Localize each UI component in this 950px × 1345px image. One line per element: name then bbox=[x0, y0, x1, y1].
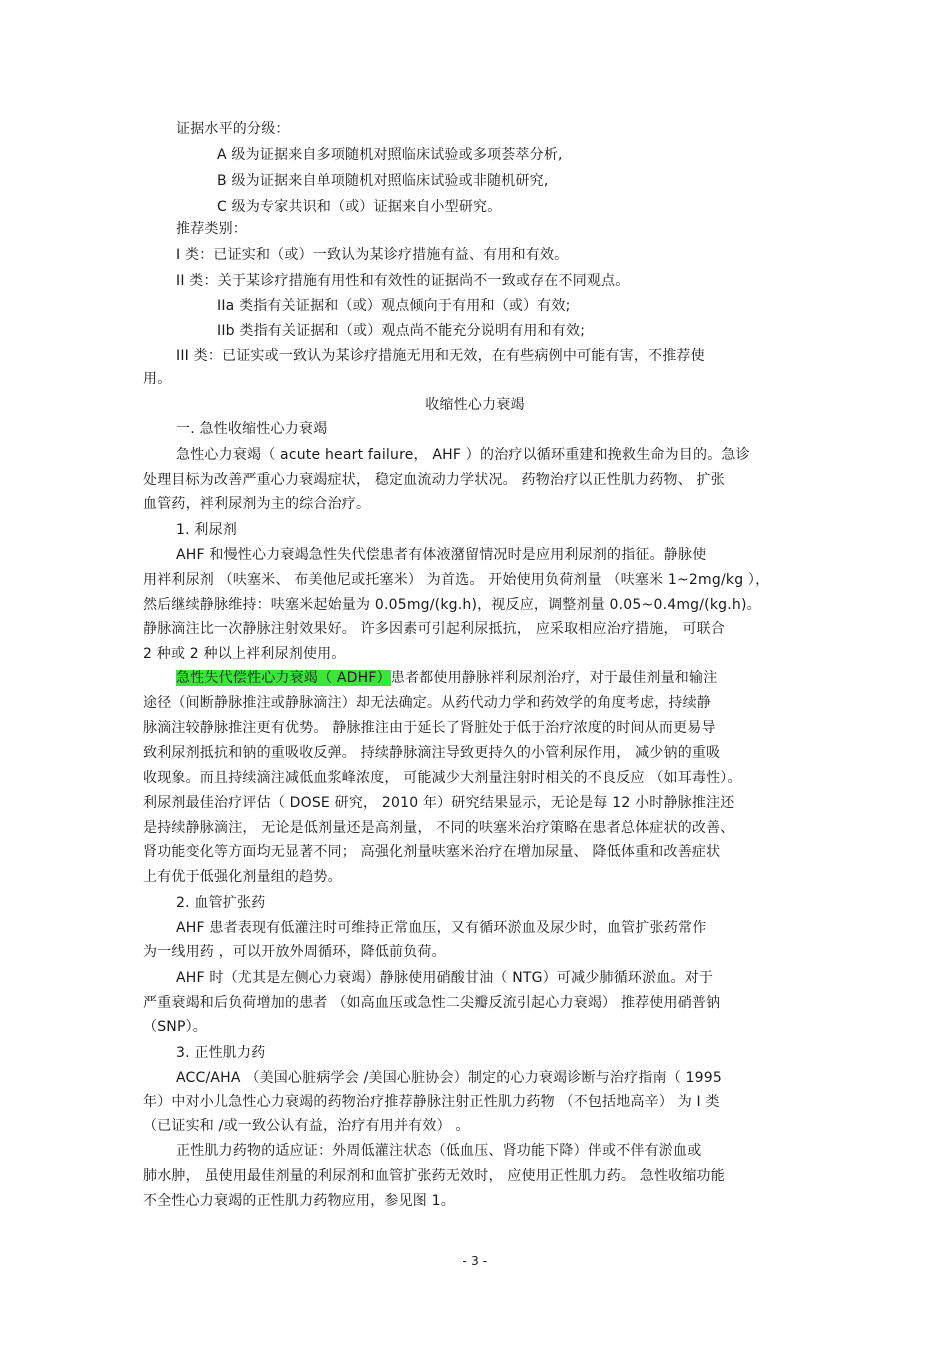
evidence-level-c: C 级为专家共识和（或）证据来自小型研究。 bbox=[217, 199, 502, 215]
diuretic-p2-line: 致利尿剂抵抗和钠的重吸收反弹。 持续静脉滴注导致更持久的小管利尿作用， 减少钠的重吸 bbox=[143, 745, 721, 761]
intro-line-2: 处理目标为改善严重心力衰竭症状， 稳定血流动力学状况。 药物治疗以正性肌力药物、 扩张 bbox=[143, 472, 725, 488]
vasodilator-p1-line: AHF 患者表现有低灌注时可维持正常血压，又有循环淤血及尿少时，血管扩张药常作 bbox=[176, 920, 707, 936]
diuretic-p2-line: 脉滴注较静脉推注更有优势。 静脉推注由于延长了肾脏处于低于治疗浓度的时间从而更易导 bbox=[143, 720, 716, 736]
intro-line-1: 急性心力衰竭（ acute heart failure， AHF ）的治疗以循环重建和挽救生命为目的。急诊 bbox=[176, 447, 750, 463]
evidence-title: 证据水平的分级： bbox=[176, 121, 290, 137]
inotrope-p2-line: 正性肌力药物的适应证：外周低灌注状态（低血压、肾功能下降）伴或不伴有淤血或 bbox=[176, 1143, 702, 1159]
recommend-class-3-cont: 用。 bbox=[143, 371, 172, 387]
diuretic-p1-line: 静脉滴注比一次静脉注射效果好。 许多因素可引起利尿抵抗， 应采取相应治疗措施， 可联合 bbox=[143, 621, 725, 637]
evidence-level-b: B 级为证据来自单项随机对照临床试验或非随机研究, bbox=[217, 173, 549, 189]
inotrope-p1-line: ACC/AHA （美国心脏病学会 /美国心脏协会）制定的心力衰竭诊断与治疗指南（ 1995 bbox=[176, 1070, 722, 1086]
recommend-title: 推荐类别： bbox=[176, 221, 247, 237]
recommend-class-1: I 类：已证实和（或）一致认为某诊疗措施有益、有用和有效。 bbox=[176, 247, 569, 263]
diuretic-p1-line: 然后继续静脉维持：呋塞米起始量为 0.05mg/(kg.h)，视反应，调整剂量 0.05~0.4mg/(kg.h)。 bbox=[143, 597, 761, 613]
inotrope-p1-line: （已证实和 /或一致公认有益，治疗有用并有效） 。 bbox=[143, 1118, 470, 1134]
intro-line-3: 血管药，袢利尿剂为主的综合治疗。 bbox=[143, 496, 371, 512]
inotrope-p1-line: 年）中对小儿急性心力衰竭的药物治疗推荐静脉注射正性肌力药物 （不包括地高辛） 为 I 类 bbox=[143, 1094, 720, 1110]
subsection-title: 一. 急性收缩性心力衰竭 bbox=[176, 421, 328, 437]
diuretic-p2-line: 是持续静脉滴注， 无论是低剂量还是高剂量， 不同的呋塞米治疗策略在患者总体症状的改善、 bbox=[143, 820, 735, 836]
recommend-class-3: III 类：已证实或一致认为某诊疗措施无用和无效，在有些病例中可能有害，不推荐使 bbox=[176, 348, 705, 364]
inotrope-p2-line: 不全性心力衰竭的正性肌力药物应用，参见图 1。 bbox=[143, 1193, 455, 1209]
diuretic-p2-line: 上有优于低强化剂量组的趋势。 bbox=[143, 869, 342, 885]
vasodilator-p2-line: （SNP）。 bbox=[143, 1019, 208, 1035]
vasodilator-p1-line: 为一线用药 ，可以开放外周循环，降低前负荷。 bbox=[143, 944, 446, 960]
diuretic-p2-first-rest: 患者都使用静脉袢利尿剂治疗，对于最佳剂量和输注 bbox=[390, 670, 718, 686]
inotrope-heading: 3. 正性肌力药 bbox=[176, 1045, 266, 1061]
diuretic-heading: 1. 利尿剂 bbox=[176, 522, 238, 538]
vasodilator-p2-line: AHF 时（尤其是左侧心力衰竭）静脉使用硝酸甘油（ NTG）可减少肺循环淤血。对于 bbox=[176, 970, 714, 986]
recommend-class-2a: IIa 类指有关证据和（或）观点倾向于有用和（或）有效; bbox=[217, 298, 571, 314]
page-number: - 3 - bbox=[462, 1254, 488, 1268]
highlighted-text: 急性失代偿性心力衰竭（ ADHF） bbox=[176, 670, 391, 686]
evidence-level-a: A 级为证据来自多项随机对照临床试验或多项荟萃分析, bbox=[217, 147, 563, 163]
vasodilator-heading: 2. 血管扩张药 bbox=[176, 895, 266, 911]
diuretic-p2-first-line bbox=[176, 669, 717, 687]
diuretic-p2-line: 收现象。而且持续滴注减低血浆峰浓度， 可能减少大剂量注射时相关的不良反应 （如耳毒性）。 bbox=[143, 770, 742, 786]
inotrope-p2-line: 肺水肿， 虽使用最佳剂量的利尿剂和血管扩张药无效时， 应使用正性肌力药。 急性收缩功能 bbox=[143, 1168, 725, 1184]
section-title: 收缩性心力衰竭 bbox=[425, 397, 525, 413]
diuretic-p1-line: AHF 和慢性心力衰竭急性失代偿患者有体液潴留情况时是应用利尿剂的指征。静脉使 bbox=[176, 547, 707, 563]
diuretic-p2-line: 利尿剂最佳治疗评估（ DOSE 研究， 2010 年）研究结果显示，无论是每 12 小时静脉推注还 bbox=[143, 795, 735, 811]
recommend-class-2b: IIb 类指有关证据和（或）观点尚不能充分说明有用和有效; bbox=[217, 323, 586, 339]
diuretic-p1-line: 2 种或 2 种以上袢利尿剂使用。 bbox=[143, 646, 346, 662]
diuretic-p1-line: 用袢利尿剂 （呋塞米、 布美他尼或托塞米） 为首选。 开始使用负荷剂量 （呋塞米 1~2mg/kg ）， bbox=[143, 572, 770, 588]
diuretic-p2-line: 肾功能变化等方面均无显著不同； 高强化剂量呋塞米治疗在增加尿量、 降低体重和改善症状 bbox=[143, 844, 721, 860]
recommend-class-2: II 类：关于某诊疗措施有用性和有效性的证据尚不一致或存在不同观点。 bbox=[176, 273, 630, 289]
vasodilator-p2-line: 严重衰竭和后负荷增加的患者 （如高血压或急性二尖瓣反流引起心力衰竭） 推荐使用硝普钠 bbox=[143, 995, 721, 1011]
diuretic-p2-line: 途径（间断静脉推注或静脉滴注）却无法确定。从药代动力学和药效学的角度考虑，持续静 bbox=[143, 695, 711, 711]
